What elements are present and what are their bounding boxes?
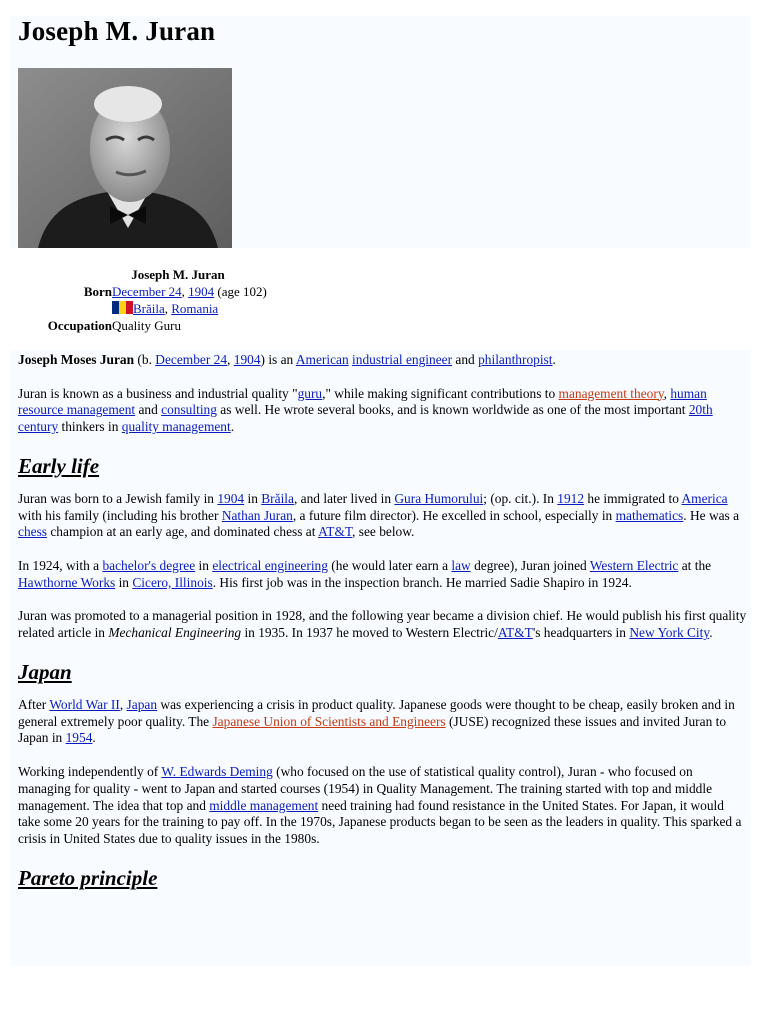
- occupation-value: Quality Guru: [112, 318, 181, 333]
- infobox-place-row: [112, 300, 532, 317]
- text: .: [552, 352, 556, 367]
- link-western-electric[interactable]: Western Electric: [589, 557, 679, 573]
- text: as well. He wrote several books, and is known worldwide as one of the most important: [216, 402, 689, 418]
- born-label: Born: [83, 284, 112, 299]
- link-management-theory[interactable]: management theory: [558, 385, 664, 401]
- publication-title: Mechanical Engineering: [108, 625, 242, 641]
- text: at the: [678, 557, 712, 573]
- text: ; (op. cit.). In: [483, 490, 558, 506]
- text: ) is an: [260, 352, 296, 367]
- intro-paragraph-1: [18, 352, 748, 369]
- text: ,: [119, 696, 127, 712]
- place-sep: ,: [164, 301, 172, 316]
- text: . He was a: [683, 507, 740, 523]
- link-20th-century[interactable]: 20th century: [18, 402, 713, 435]
- text: in 1935. In 1937 he moved to Western Electric/: [241, 625, 498, 641]
- text: and: [135, 402, 162, 418]
- link-1904[interactable]: 1904: [233, 352, 261, 367]
- text: Working independently of: [18, 763, 162, 779]
- text: .: [709, 625, 713, 641]
- heading-pareto-principle: Pareto principle: [18, 865, 158, 890]
- link-industrial-engineer[interactable]: industrial engineer: [352, 352, 453, 367]
- born-sep: ,: [181, 284, 189, 299]
- text: Juran was born to a Jewish family in: [18, 490, 218, 506]
- link-human-resource-management[interactable]: human resource management: [18, 385, 707, 418]
- text: Juran was promoted to a managerial position in 1928, and the following year became a division chief. He would publish his first quality related article in: [18, 608, 747, 641]
- text: in: [115, 574, 133, 590]
- text: .: [230, 419, 235, 435]
- link-braila[interactable]: Brăila: [133, 301, 165, 316]
- heading-japan: Japan: [18, 659, 72, 684]
- link-japan[interactable]: Japan: [126, 696, 158, 712]
- text: in: [244, 490, 262, 506]
- link-nathan-juran[interactable]: Nathan Juran: [221, 507, 293, 523]
- text: (JUSE) recognized these issues and invited Juran to Japan in: [18, 713, 727, 746]
- link-consulting[interactable]: consulting: [161, 402, 217, 418]
- text: , and later lived in: [293, 490, 395, 506]
- link-bachelors-degree[interactable]: bachelor's degree: [102, 557, 196, 573]
- link-gura-humorului[interactable]: Gura Humorului: [394, 490, 484, 506]
- link-born-date[interactable]: December 24: [112, 284, 182, 299]
- link-america[interactable]: America: [681, 490, 728, 506]
- infobox-caption: Joseph M. Juran: [131, 267, 225, 282]
- link-guru[interactable]: guru: [297, 385, 323, 401]
- link-1912[interactable]: 1912: [557, 490, 585, 506]
- link-romania[interactable]: Romania: [171, 301, 219, 316]
- link-w-edwards-deming[interactable]: W. Edwards Deming: [161, 763, 273, 779]
- text: , a future film director). He excelled in school, especially in: [292, 507, 616, 523]
- text: in: [195, 557, 213, 573]
- text: ," while making significant contributions to: [322, 385, 559, 401]
- link-1954[interactable]: 1954: [65, 730, 93, 746]
- text: . His first job was in the inspection branch. He married Sadie Shapiro in 1924.: [212, 574, 632, 590]
- text: degree), Juran joined: [470, 557, 590, 573]
- early-paragraph-1: [18, 491, 748, 541]
- link-hawthorne-works[interactable]: Hawthorne Works: [18, 574, 116, 590]
- link-born-year[interactable]: 1904: [188, 284, 215, 299]
- japan-paragraph-1: [18, 697, 748, 747]
- text: , see below.: [352, 524, 415, 540]
- romania-flag-icon: [112, 301, 133, 314]
- text: thinkers in: [58, 419, 122, 435]
- text: was experiencing a crisis in product quality. Japanese goods were thought to be cheap, easily broken and in general extremely poor quality. The: [18, 696, 735, 729]
- text: he immigrated to: [584, 490, 682, 506]
- text: (b.: [134, 352, 156, 367]
- text: need training had found resistance in the United States. For Japan, it would take some 20 years for the training to pay off. In the 1970s, Japanese products began to be seen as the leaders in quality. This sparked a crisis in United States due to quality issues in the 1980s.: [18, 797, 742, 847]
- infobox-occupation-row: [18, 317, 438, 334]
- article-body: [18, 352, 748, 903]
- link-electrical-engineering[interactable]: electrical engineering: [212, 557, 328, 573]
- link-law[interactable]: law: [451, 557, 471, 573]
- link-world-war-ii[interactable]: World War II: [49, 696, 120, 712]
- text: ,: [663, 385, 671, 401]
- text: Juran is known as a business and industrial quality ": [18, 385, 298, 401]
- page-title: Joseph M. Juran: [18, 16, 216, 46]
- link-att[interactable]: AT&T: [318, 524, 353, 540]
- subject-name: Joseph Moses Juran: [18, 352, 135, 367]
- text: ,: [227, 352, 234, 367]
- link-mathematics[interactable]: mathematics: [615, 507, 684, 523]
- heading-early-life: Early life: [18, 453, 100, 478]
- link-chess[interactable]: chess: [18, 524, 48, 540]
- intro-paragraph-2: [18, 386, 748, 436]
- link-middle-management[interactable]: middle management: [209, 797, 319, 813]
- link-juse[interactable]: Japanese Union of Scientists and Engineers: [212, 713, 446, 729]
- text: champion at an early age, and dominated chess at: [47, 524, 319, 540]
- link-att[interactable]: AT&T: [497, 625, 533, 641]
- occupation-label: Occupation: [47, 318, 112, 333]
- link-quality-management[interactable]: quality management: [121, 419, 231, 435]
- link-new-york-city[interactable]: New York City: [629, 625, 710, 641]
- born-age: (age 102): [214, 284, 267, 299]
- infobox-born-row: [18, 283, 438, 300]
- early-paragraph-3: [18, 608, 748, 642]
- japan-paragraph-2: [18, 764, 748, 848]
- link-american[interactable]: American: [295, 352, 349, 367]
- text: 's headquarters in: [532, 625, 630, 641]
- link-philanthropist[interactable]: philanthropist: [478, 352, 553, 367]
- link-december-24[interactable]: December 24: [155, 352, 228, 367]
- link-1904[interactable]: 1904: [217, 490, 245, 506]
- text: After: [18, 696, 50, 712]
- text: and: [452, 352, 479, 367]
- text: (he would later earn a: [327, 557, 452, 573]
- link-braila[interactable]: Brăila: [261, 490, 294, 506]
- text: .: [92, 730, 96, 746]
- link-cicero-illinois[interactable]: Cicero, Illinois: [132, 574, 213, 590]
- text: In 1924, with a: [18, 557, 103, 573]
- portrait-icon: [18, 68, 232, 248]
- early-paragraph-2: [18, 558, 748, 592]
- text: with his family (including his brother: [18, 507, 222, 523]
- portrait-photo: [18, 68, 232, 248]
- text: (who focused on the use of statistical quality control), Juran - who focused on managing for quality - went to Japan and started courses (1954) in Quality Management. The training started with top and middle management. The idea that top and: [18, 763, 713, 813]
